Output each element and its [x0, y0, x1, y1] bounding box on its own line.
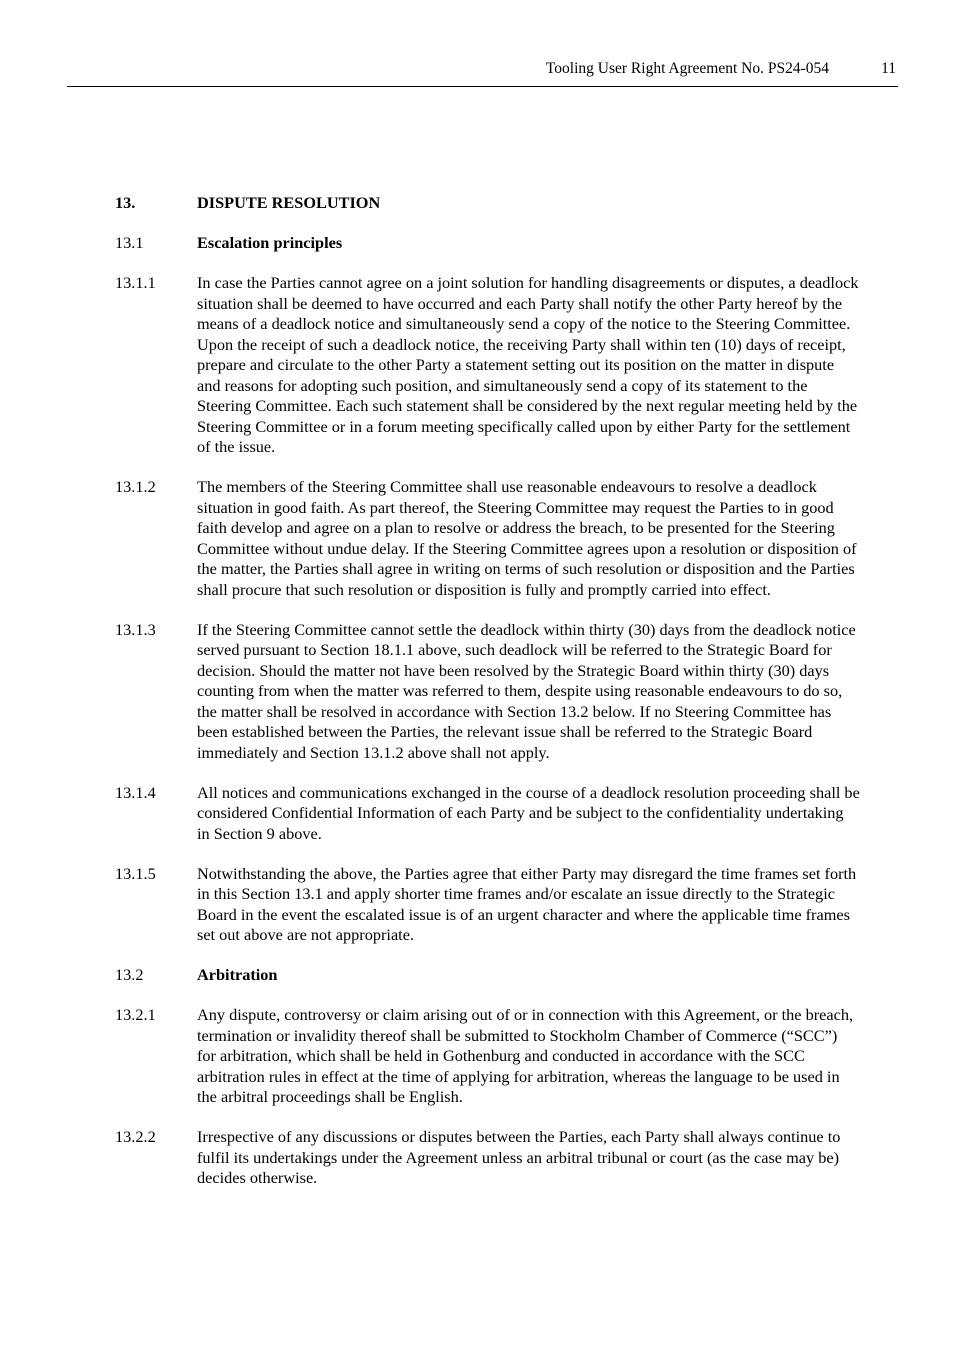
clause: [115, 864, 860, 946]
subsection-heading: [115, 233, 860, 254]
clause-number: 13.2.1: [115, 1005, 156, 1024]
clause: [115, 1127, 860, 1189]
clause-number: 13.1.2: [115, 477, 156, 496]
clause: [115, 1005, 860, 1108]
clause-number: 13.1.4: [115, 782, 156, 802]
section-number: 13.: [115, 193, 136, 212]
clause-number: 13.1.3: [115, 619, 156, 639]
subsection-number: 13.1: [115, 233, 144, 252]
clause-text: In case the Parties cannot agree on a joint solution for handling disagreements or disputes, a deadlock situation shall be deemed to have occurred and each Party shall notify the other Party hereof by the means of a deadlock notice and simultaneously send a copy of the notice to the Steering Committee. Upon the receipt of such a deadlock notice, the receiving Party shall within ten (10) days of receipt, prepare and circulate to the other Party a statement setting out its position on the matter in dispute and reasons for adopting such position, and simultaneously send a copy of its statement to the Steering Committee. Each such statement shall be considered by the next regular meeting held by the Steering Committee or in a forum meeting specifically called upon by either Party for the settlement of the issue.: [197, 273, 859, 456]
page-number: 11: [881, 60, 896, 77]
subsection-title: Arbitration: [197, 965, 278, 984]
clause-text: Irrespective of any discussions or disputes between the Parties, each Party shall always continue to fulfil its undertakings under the Agreement unless an arbitral tribunal or court (as the case may be) decides otherwise.: [197, 1127, 841, 1187]
subsection-number: 13.2: [115, 965, 144, 984]
subsection-title: Escalation principles: [197, 233, 343, 252]
clause-number: 13.1.1: [115, 273, 156, 292]
clause-text: All notices and communications exchanged in the course of a deadlock resolution proceeding shall be considered Confidential Information of each Party and be subject to the confidentiality undertaking in Section 9 above.: [197, 782, 860, 843]
section-title: DISPUTE RESOLUTION: [197, 193, 381, 212]
clause: [115, 783, 860, 845]
document-title: Tooling User Right Agreement No. PS24-054: [545, 60, 829, 77]
clause-text: Notwithstanding the above, the Parties agree that either Party may disregard the time frames set forth in this Section 13.1 and apply shorter time frames and/or escalate an issue directly to the Strategic Board in the event the escalated issue is of an urgent character and where the applicable time frames set out above are not appropriate.: [197, 863, 857, 944]
page-header: [67, 57, 898, 87]
section-heading: [115, 193, 860, 214]
clause-number: 13.2.2: [115, 1127, 156, 1146]
clause-text: Any dispute, controversy or claim arising out of or in connection with this Agreement, or the breach, termination or invalidity thereof shall be submitted to Stockholm Chamber of Commerce (“SCC”) for arbitration, which shall be held in Gothenburg and conducted in accordance with the SCC arbitration rules in effect at the time of applying for arbitration, whereas the language to be used in the arbitral proceedings shall be English.: [197, 1005, 854, 1106]
clause: [115, 477, 860, 600]
clause-text: The members of the Steering Committee shall use reasonable endeavours to resolve a deadlock situation in good faith. As part thereof, the Steering Committee may request the Parties to in good faith develop and agree on a plan to resolve or address the breach, to be presented for the Steering Committee without undue delay. If the Steering Committee agrees upon a resolution or disposition of the matter, the Parties shall agree in writing on terms of such resolution or disposition and the Parties shall procure that such resolution or disposition is fully and promptly carried into effect.: [197, 477, 857, 599]
clause-number: 13.1.5: [115, 863, 156, 883]
clause: [115, 620, 860, 764]
clause-text: If the Steering Committee cannot settle the deadlock within thirty (30) days from the deadlock notice served pursuant to Section 18.1.1 above, such deadlock will be referred to the Strategic Board for decision. Should the matter not have been resolved by the Strategic Board within thirty (30) days counting from when the matter was referred to them, despite using reasonable endeavours to do so, the matter shall be resolved in accordance with Section 13.2 below. If no Steering Committee has been established between the Parties, the relevant issue shall be referred to the Strategic Board immediately and Section 13.1.2 above shall not apply.: [197, 619, 856, 762]
document-body: [115, 193, 860, 1189]
subsection-heading: [115, 965, 860, 986]
clause: [115, 273, 860, 458]
